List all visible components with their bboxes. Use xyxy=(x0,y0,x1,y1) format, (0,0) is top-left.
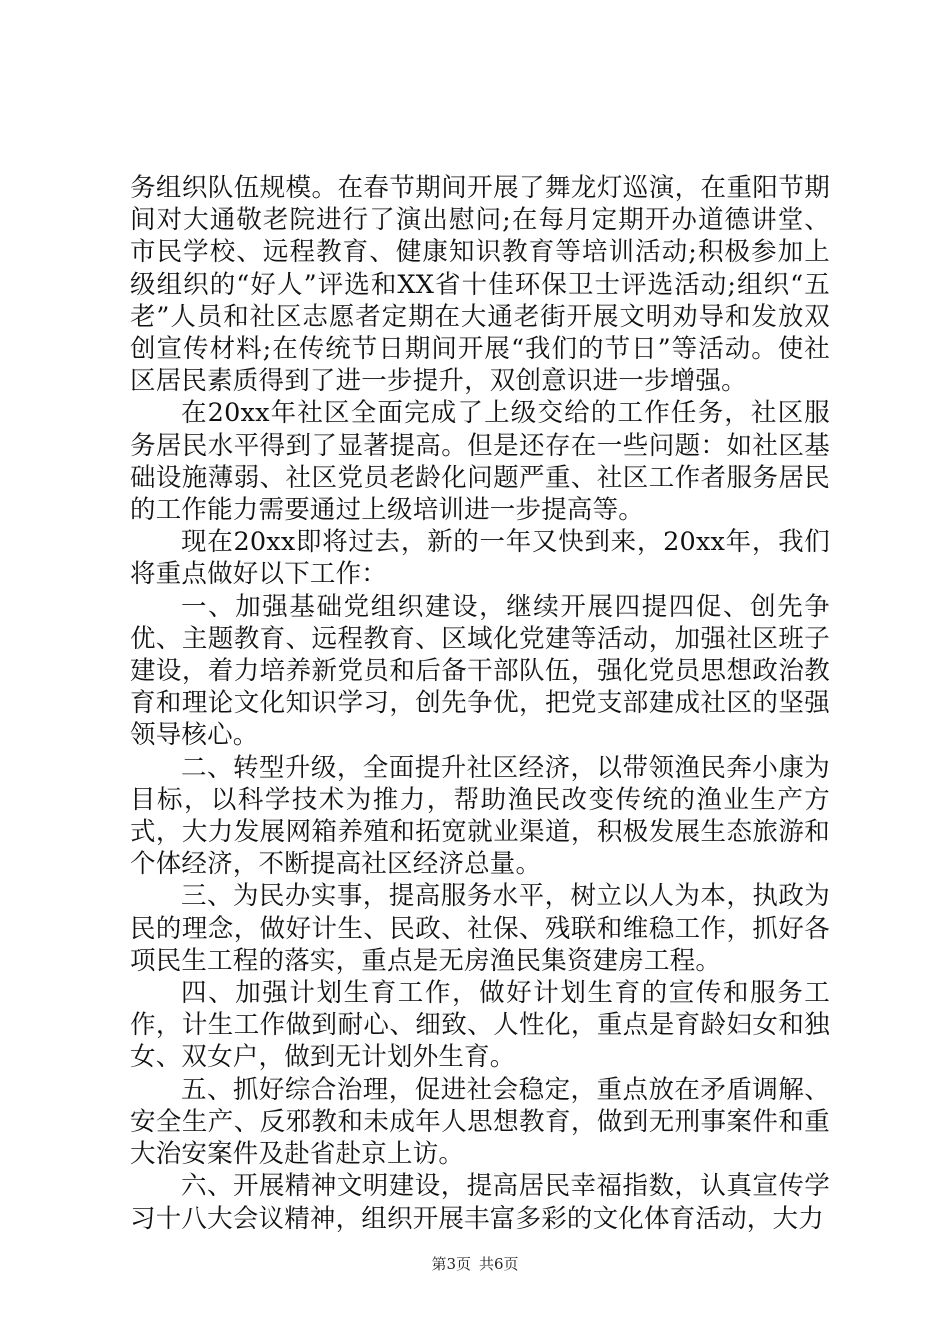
paragraph-2: 在20xx年社区全面完成了上级交给的工作任务，社区服务居民水平得到了显著提高。但是还存在一些问题：如社区基础设施薄弱、社区党员老龄化问题严重、社区工作者服务居民的工作能力需要通过上级培训进一步提高等。 xyxy=(130,398,830,526)
paragraph-5: 二、转型升级，全面提升社区经济，以带领渔民奔小康为目标，以科学技术为推力，帮助渔民改变传统的渔业生产方式，大力发展网箱养殖和拓宽就业渠道，积极发展生态旅游和个体经济，不断提高社区经济总量。 xyxy=(130,752,830,880)
paragraph-1: 务组织队伍规模。在春节期间开展了舞龙灯巡演，在重阳节期间对大通敬老院进行了演出慰问;在每月定期开办道德讲堂、市民学校、远程教育、健康知识教育等培训活动;积极参加上级组织的“好人”评选和XX省十佳环保卫士评选活动;组织“五老”人员和社区志愿者定期在大通老街开展文明劝导和发放双创宣传材料;在传统节日期间开展“我们的节日”等活动。使社区居民素质得到了进一步提升，双创意识进一步增强。 xyxy=(130,173,830,397)
page-number-total: 共6页 xyxy=(479,1255,519,1273)
paragraph-3: 现在20xx即将过去，新的一年又快到来，20xx年，我们将重点做好以下工作： xyxy=(130,527,830,590)
page-footer xyxy=(0,1254,950,1274)
paragraph-7: 四、加强计划生育工作，做好计划生育的宣传和服务工作，计生工作做到耐心、细致、人性化，重点是育龄妇女和独女、双女户，做到无计划外生育。 xyxy=(130,978,830,1073)
paragraph-6: 三、为民办实事，提高服务水平，树立以人为本，执政为民的理念，做好计生、民政、社保、残联和维稳工作，抓好各项民生工程的落实，重点是无房渔民集资建房工程。 xyxy=(130,881,830,976)
document-body xyxy=(130,172,830,1235)
paragraph-9: 六、开展精神文明建设，提高居民幸福指数，认真宣传学习十八大会议精神，组织开展丰富多彩的文化体育活动，大力 xyxy=(130,1171,830,1234)
paragraph-4: 一、加强基础党组织建设，继续开展四提四促、创先争优、主题教育、远程教育、区域化党建等活动，加强社区班子建设，着力培养新党员和后备干部队伍，强化党员思想政治教育和理论文化知识学习，创先争优，把党支部建成社区的坚强领导核心。 xyxy=(130,591,830,751)
paragraph-8: 五、抓好综合治理，促进社会稳定，重点放在矛盾调解、安全生产、反邪教和未成年人思想教育，做到无刑事案件和重大治安案件及赴省赴京上访。 xyxy=(130,1074,830,1170)
page-number-current: 第3页 xyxy=(431,1255,471,1273)
